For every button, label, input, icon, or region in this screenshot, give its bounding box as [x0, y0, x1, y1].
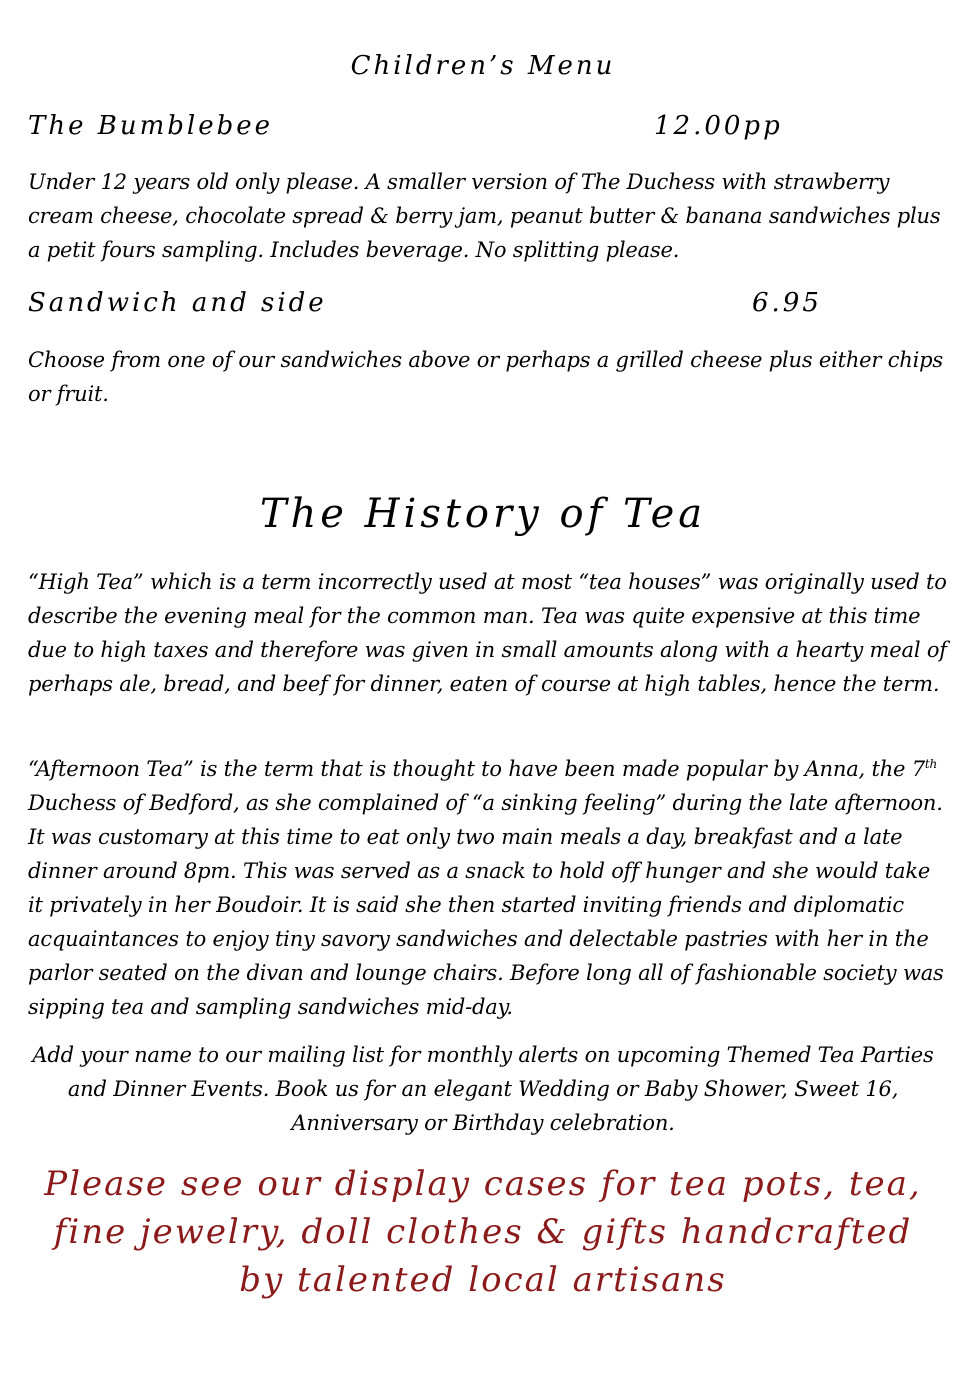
menu-item-description: Under 12 years old only please. A smaller version of The Duchess with strawberry cream cheese, chocolate spread & berry jam, peanut butter & banana sandwiches plus a petit fours sampling. Includes beverage. No splitting please. [28, 170, 941, 262]
menu-item-price: 12.00pp [654, 111, 783, 141]
ordinal-suffix: th [924, 757, 938, 771]
mailing-list-note: Add your name to our mailing list for monthly alerts on upcoming Themed Tea Parties and Dinner Events. Book us for an elegant Wedding or Baby Shower, Sweet 16, Anniversary or Birthday celebration. [32, 1043, 934, 1135]
history-title: The History of Tea [259, 491, 707, 537]
history-paragraph [28, 752, 948, 1024]
menu-item-name: Sandwich and side [28, 288, 327, 318]
display-note-line: fine jewelry, doll clothes & gifts handcrafted [53, 1212, 913, 1252]
display-note-line: by talented local artisans [239, 1260, 727, 1300]
history-paragraph: “High Tea” which is a term incorrectly used at most “tea houses” was originally used to describe the evening meal for the common man. Tea was quite expensive at this time due to high taxes and therefore was given in small amounts along with a hearty meal of perhaps ale, bread, and beef for dinner, eaten of course at high tables, hence the term. [28, 570, 947, 696]
menu-item-name: The Bumblebee [28, 111, 274, 141]
history-paragraph-text: “Afternoon Tea” is the term that is thought to have been made popular by Anna, the 7 [28, 757, 925, 781]
menu-item-description: Choose from one of our sandwiches above or perhaps a grilled cheese plus either chips or fruit. [28, 348, 943, 406]
menu-item-price: 6.95 [752, 288, 822, 318]
history-paragraph-text: Duchess of Bedford, as she complained of “a sinking feeling” during the late afternoon. It was customary at this time to eat only two main meals a day, breakfast and a late dinner around 8pm. This was served as a snack to hold off hunger and she would take it privately in her Boudoir. It is said she then started inviting friends and diplomatic acquaintances to enjoy tiny savory sandwiches and delectable pastries with her in the parlor seated on the divan and lounge chairs. Before long all of fashionable society was sipping tea and sampling sandwiches mid-day. [28, 791, 944, 1019]
display-note [0, 1160, 966, 1304]
display-note-line: Please see our display cases for tea pots, tea, [44, 1164, 922, 1204]
childrens-menu-title: Children’s Menu [350, 51, 616, 81]
